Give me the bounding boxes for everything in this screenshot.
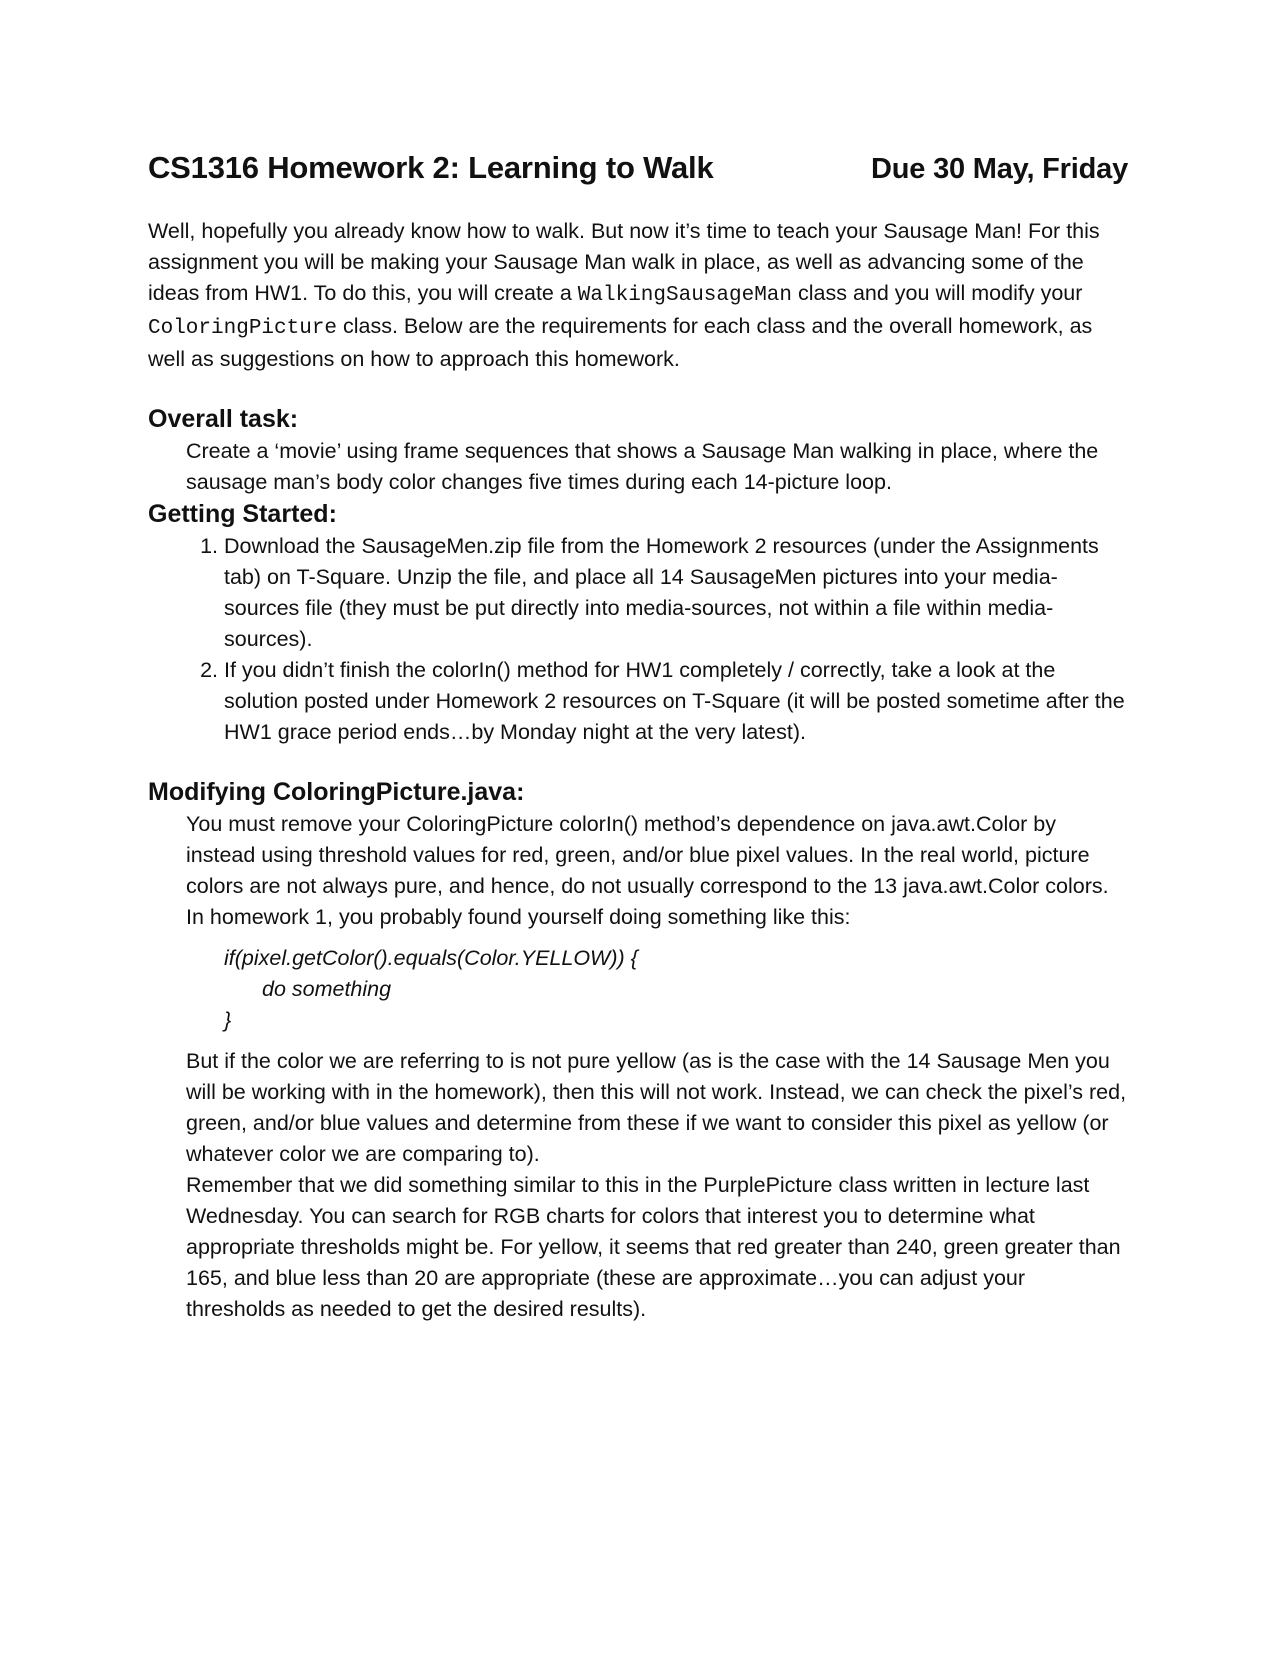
intro-text-1: Well, hopefully you already know how to walk. But now it’s time to teach your Sausage Man! For this assignment you will be making your Sausage Man walk in place, as well as advancing some of the ideas from HW1. To do this, you will create a [148, 219, 1100, 305]
overall-task-heading: Overall task: [148, 405, 299, 433]
title-row [148, 150, 1128, 186]
code-line-2: do something [262, 977, 392, 1001]
code-example [224, 943, 1128, 1036]
class-name-coloring-picture: ColoringPicture [148, 317, 338, 340]
list-item: 2. If you didn’t finish the colorIn() method for HW1 completely / correctly, take a look at the solution posted under Homework 2 resources on T-Square (it will be posted sometime after the HW1 grace period ends…by Monday night at the very latest). [224, 655, 1128, 748]
modifying-heading: Modifying ColoringPicture.java: [148, 778, 525, 806]
spacer [148, 748, 1128, 776]
document-page [148, 150, 1128, 1325]
code-line-1: if(pixel.getColor().equals(Color.YELLOW)) { [224, 946, 638, 970]
intro-paragraph [148, 216, 1128, 375]
class-name-walking-sausage-man: WalkingSausageMan [577, 284, 793, 307]
modifying-paragraph-3: Remember that we did something similar to this in the PurplePicture class written in lecture last Wednesday. You can search for RGB charts for colors that interest you to determine what appropriate thresholds might be. For yellow, it seems that red greater than 240, green greater than 165, and blue less than 20 are appropriate (these are approximate…you can adjust your thresholds as needed to get the desired results). [186, 1173, 1121, 1321]
due-date: Due 30 May, Friday [871, 153, 1128, 185]
modifying-paragraph-2: But if the color we are referring to is not pure yellow (as is the case with the 14 Sausage Men you will be working with in the homework), then this will not work. Instead, we can check the pixel’s red, green, and/or blue values and determine from these if we want to consider this pixel as yellow (or whatever color we are comparing to). [186, 1049, 1127, 1166]
getting-started-heading: Getting Started: [148, 500, 337, 528]
intro-text-3: class. Below are the requirements for each class and the overall homework, as well as suggestions on how to approach this homework. [148, 314, 1093, 371]
modifying-paragraph-1: You must remove your ColoringPicture colorIn() method’s dependence on java.awt.Color by instead using threshold values for red, green, and/or blue pixel values. In the real world, picture colors are not always pure, and hence, do not usually correspond to the 13 java.awt.Color colors. In homework 1, you probably found yourself doing something like this: [186, 812, 1109, 929]
overall-task-text: Create a ‘movie’ using frame sequences that shows a Sausage Man walking in place, where the sausage man’s body color changes five times during each 14-picture loop. [186, 439, 1099, 494]
intro-text-2: class and you will modify your [792, 281, 1083, 305]
code-line-3: } [224, 1008, 232, 1032]
page-title: CS1316 Homework 2: Learning to Walk [148, 150, 714, 185]
list-item: 1. Download the SausageMen.zip file from the Homework 2 resources (under the Assignments tab) on T-Square. Unzip the file, and place all 14 SausageMen pictures into your media-sources file (they must be put directly into media-sources, not within a file within media-sources). [224, 531, 1128, 655]
getting-started-list [148, 531, 1128, 748]
